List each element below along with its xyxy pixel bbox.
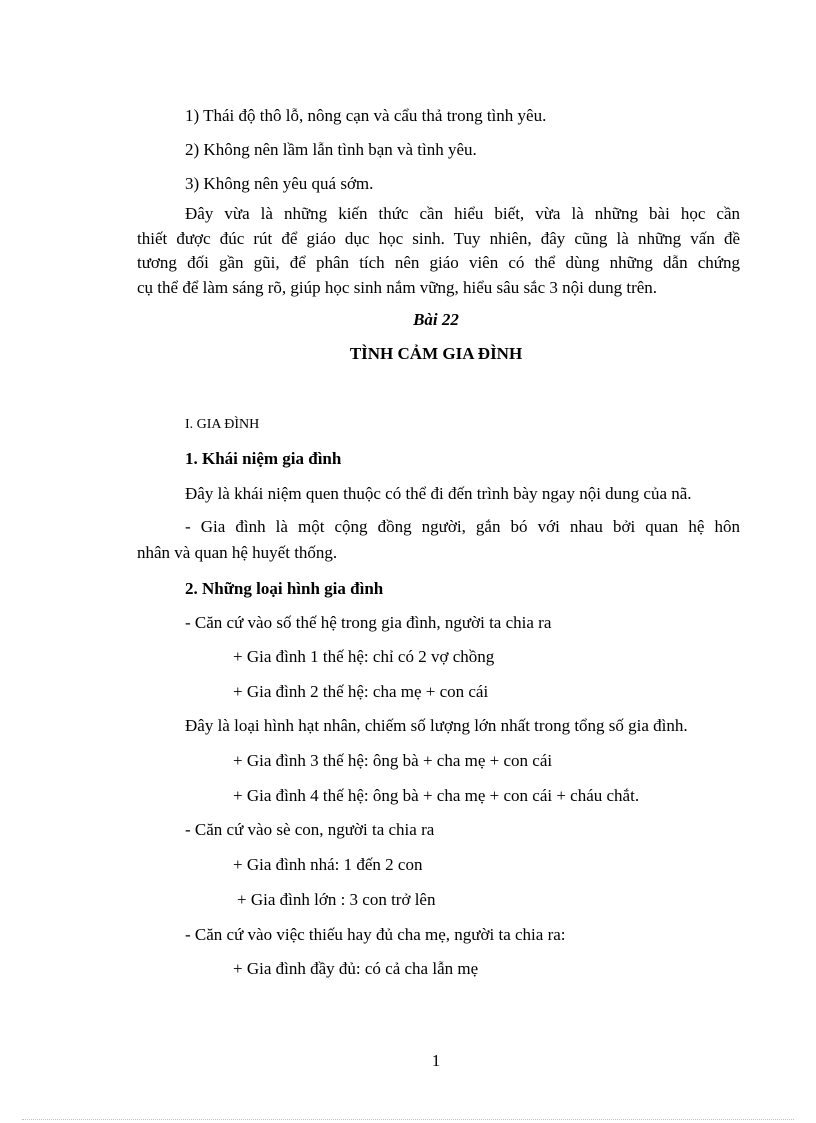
generation-4: + Gia đình 4 thế hệ: ông bà + cha mẹ + con cái + cháu chắt. [233,786,640,805]
intro-paragraph-line-3: tương đối gần gũi, để phân tích nên giáo viên có thể dùng những dẫn chứng [137,253,740,272]
by-children: - Căn cứ vào sè con, người ta chia ra [185,820,435,839]
page-number: 1 [431,1051,441,1070]
full-family: + Gia đình đầy đủ: có cả cha lẫn mẹ [233,959,479,978]
generation-1: + Gia đình 1 thế hệ: chỉ có 2 vợ chồng [233,647,495,666]
large-family: + Gia đình lớn : 3 con trở lên [237,890,436,909]
generation-3: + Gia đình 3 thế hệ: ông bà + cha mẹ + con cái [233,751,553,770]
concept-definition-line-2: nhân và quan hệ huyết thống. [137,543,338,562]
generation-2: + Gia đình 2 thế hệ: cha mẹ + con cái [233,682,489,701]
intro-paragraph-line-1: Đây vừa là những kiến thức cần hiểu biết, vừa là những bài học cần [185,204,740,223]
intro-paragraph-line-2: thiết được đúc rút để giáo dục học sinh. Tuy nhiên, đây cũng là những vấn đề [137,229,740,248]
heading-family-types: 2. Những loại hình gia đình [185,579,384,598]
page-bottom-divider [22,1119,794,1120]
intro-item-3: 3) Không nên yêu quá sớm. [185,174,374,193]
intro-paragraph-line-4: cụ thể để làm sáng rõ, giúp học sinh nắm vững, hiểu sâu sắc 3 nội dung trên. [137,278,658,297]
intro-item-1: 1) Thái độ thô lỗ, nông cạn và cẩu thả trong tình yêu. [185,106,547,125]
lesson-number: Bài 22 [413,310,459,329]
small-family: + Gia đình nhá: 1 đến 2 con [233,855,423,874]
nuclear-note: Đây là loại hình hạt nhân, chiếm số lượng lớn nhất trong tổng số gia đình. [185,716,688,735]
section-heading-family: I. GIA ĐÌNH [185,417,260,432]
concept-definition-line-1: - Gia đình là một cộng đồng người, gắn bó với nhau bởi quan hệ hôn [185,517,740,536]
by-parents: - Căn cứ vào việc thiếu hay đủ cha mẹ, người ta chia ra: [185,925,566,944]
by-generation: - Căn cứ vào số thế hệ trong gia đình, người ta chia ra [185,613,552,632]
lesson-title: TÌNH CẢM GIA ĐÌNH [349,344,523,363]
concept-intro: Đây là khái niệm quen thuộc có thể đi đến trình bày ngay nội dung của nã. [185,484,692,503]
intro-item-2: 2) Không nên lầm lẫn tình bạn và tình yêu. [185,140,477,159]
heading-concept: 1. Khái niệm gia đình [185,449,342,468]
